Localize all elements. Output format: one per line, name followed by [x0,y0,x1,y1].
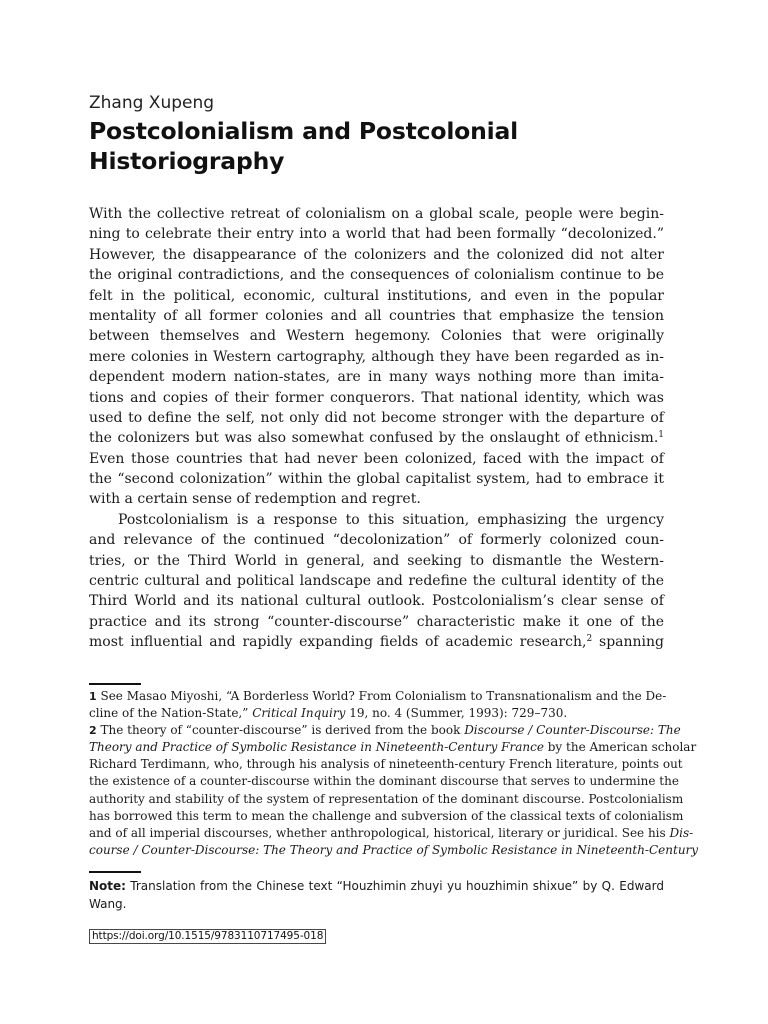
chapter-title-line: Postcolonialism and Postcolonial [89,117,519,145]
text-line: However, the disappearance of the colonizers and the colonized did not alter [89,246,664,263]
text-segment-italic: Dis- [669,825,694,840]
footnote-2-line: the existence of a counter-discourse within the dominant discourse that serves to undermine the [89,774,679,789]
text-segment: See Masao Miyoshi, “A Borderless World? From Colonialism to Transnationalism and the De- [96,689,667,703]
text-line: between themselves and Western hegemony. Colonies that were originally [89,328,664,345]
chapter-title [89,116,664,176]
text-segment: by the American scholar [543,740,697,755]
footnote-1-line [89,705,664,722]
text-line: practice and its strong “counter-discourse” characteristic make it one of the [89,613,664,630]
text-segment: The theory of “counter-discourse” is derived from the book [96,723,465,738]
body-text [89,204,664,653]
note-line [89,878,664,896]
footnote-ref-2[interactable]: 2 [586,634,593,645]
text-segment-italic: Discourse / Counter-Discourse: The [464,723,681,738]
text-line: tions and copies of their former conquerors. That national identity, which was [89,389,664,406]
author-name: Zhang Xupeng [89,93,215,113]
footnote-1-line [89,688,667,705]
text-line: Even those countries that had never been colonized, faced with the impact of [89,450,664,467]
text-line: centric cultural and political landscape and redefine the cultural identity of the [89,573,664,590]
text-segment: cline of the Nation-State,” [89,706,253,721]
footnote-rule [89,683,141,685]
text-segment: and of all imperial discourses, whether anthropological, historical, literary or juridical. See his [89,825,670,840]
paragraph-2 [89,510,664,653]
translation-note [89,878,664,913]
doi-link[interactable]: https://doi.org/10.1515/9783110717495-018 [89,929,326,944]
text-line: used to define the self, not only did not become stronger with the departure of [89,409,664,426]
text-line: felt in the political, economic, cultural institutions, and even in the popular [89,287,664,304]
note-label: Note: [89,879,126,893]
chapter-title-line: Historiography [89,147,285,175]
footnote-2-line [89,722,681,739]
text-line: and relevance of the continued “decolonization” of formerly colonized coun- [89,532,664,549]
text-segment-italic: Critical Inquiry [252,706,346,721]
footnote-ref-1[interactable]: 1 [658,430,664,441]
text-line: Postcolonialism is a response to this situation, emphasizing the urgency [118,511,664,528]
footnote-2-line [89,825,694,842]
footnote-2-line: has borrowed this term to mean the challenge and subversion of the classical texts of colonialism [89,808,684,823]
text-segment: 19, no. 4 (Summer, 1993): 729–730. [345,706,568,721]
text-line: Third World and its national cultural outlook. Postcolonialism’s clear sense of [89,593,664,610]
text-line [89,632,664,652]
text-line: with a certain sense of redemption and regret. [89,491,421,508]
text-segment: spanning [592,634,664,651]
text-line: dependent modern nation-states, are in many ways nothing more than imita- [89,369,664,386]
text-line: mentality of all former colonies and all countries that emphasize the tension [89,307,664,324]
text-segment-italic: Theory and Practice of Symbolic Resistance in Nineteenth-Century France [89,740,544,755]
text-line: ning to celebrate their entry into a world that had been formally “decolonized.” [89,226,664,243]
chapter-page [89,92,664,653]
footnote-number: 1 [89,690,97,703]
text-segment-italic: course / Counter-Discourse: The Theory and Practice of Symbolic Resistance in Nineteenth-Century [89,842,699,857]
note-line: Wang. [89,896,127,911]
text-line: With the collective retreat of colonialism on a global scale, people were begin- [89,206,664,222]
note-rule [89,871,141,873]
text-line: the original contradictions, and the consequences of colonialism continue to be [89,267,664,284]
footnote-number: 2 [89,724,97,738]
footnote-2-line: Richard Terdimann, who, through his analysis of nineteenth-century French literature, points out [89,757,683,772]
text-segment: Translation from the Chinese text “Houzhimin zhuyi yu houzhimin shixue” by Q. Edward [125,879,664,893]
text-line: the “second colonization” within the global capitalist system, had to embrace it [89,471,664,488]
text-segment: most influential and rapidly expanding fields of academic research, [89,634,587,651]
footnote-2-line [89,842,699,859]
paragraph-1 [89,204,664,510]
text-line: tries, or the Third World in general, and seeking to dismantle the Western- [89,552,664,569]
text-segment: the colonizers but was also somewhat confused by the onslaught of ethnicism. [89,430,659,447]
footnotes [89,688,699,859]
footnote-2-line [89,739,697,756]
text-line: mere colonies in Western cartography, although they have been regarded as in- [89,348,664,365]
text-line [89,428,664,448]
footnote-2-line: authority and stability of the system of representation of the dominant discourse. Postcolonialism [89,791,684,806]
